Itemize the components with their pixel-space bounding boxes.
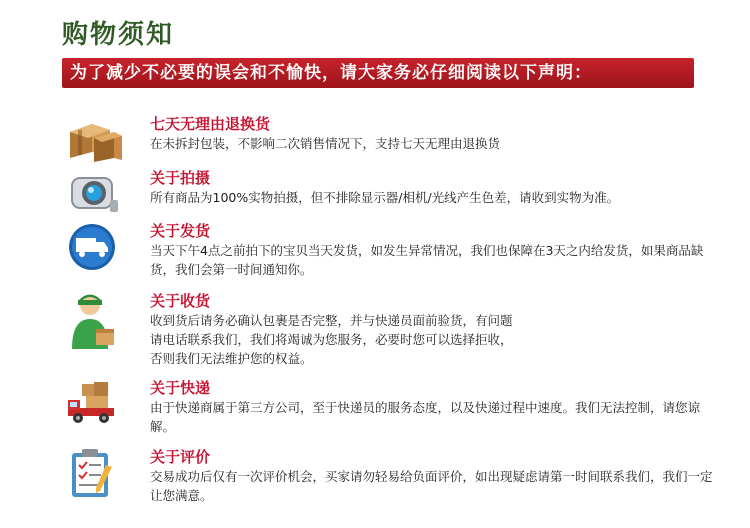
boxes-icon [66,114,124,164]
checklist-icon [66,447,124,497]
item-description: 在未拆封包装，不影响二次销售情况下，支持七天无理由退换货 [150,136,501,151]
item-description: 由于快递商属于第三方公司，至于快递员的服务态度，以及快递过程中速度。我们无法控制，请您谅解。 [150,400,701,434]
item-title: 七天无理由退换货 [150,115,271,133]
item-description: 收到货后请务必确认包裹是否完整，并与快递员面前验货，有问题 请电话联系我们，我们将竭诚为您服务，必要时您可以选择拒收， 否则我们无法维护您的权益。 [150,313,513,366]
item-title: 关于快递 [150,379,211,397]
item-title: 关于收货 [150,292,211,310]
item-title: 关于发货 [150,222,211,240]
item-title: 关于拍摄 [150,169,211,187]
truck-icon [66,221,124,271]
item-description: 当天下午4点之前拍下的宝贝当天发货，如发生异常情况，我们也保障在3天之内给发货，如果商品缺货，我们会第一时间通知你。 [150,243,704,277]
delivery-truck-icon [66,378,124,428]
item-description: 所有商品为100%实物拍摄，但不排除显示器/相机/光线产生色差，请收到实物为准。 [150,190,620,205]
item-title: 关于评价 [150,448,211,466]
notice-banner: 为了减少不必要的误会和不愉快，请大家务必仔细阅读以下声明： [62,58,694,88]
page-title: 购物须知 [62,20,175,50]
courier-icon [66,291,124,341]
item-description: 交易成功后仅有一次评价机会，买家请勿轻易给负面评价，如出现疑虑请第一时间联系我们，我们一定让您满意。 [150,469,713,503]
camera-icon [66,168,124,218]
